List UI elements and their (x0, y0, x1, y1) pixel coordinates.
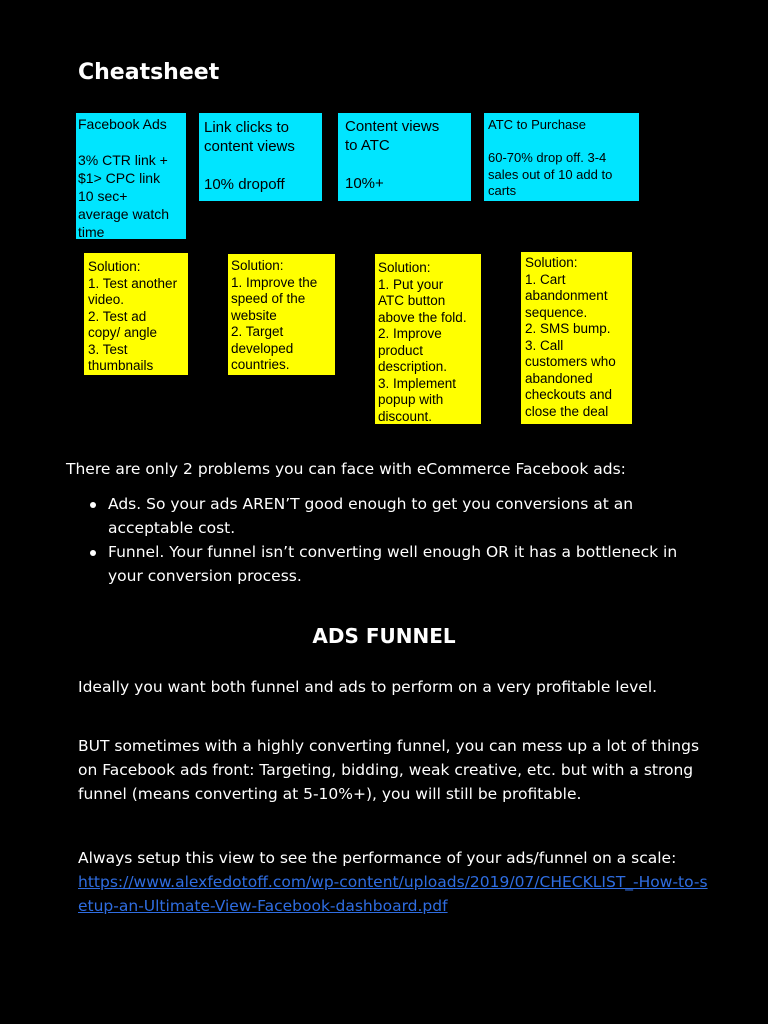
metric-box-link-clicks: Link clicks to content views 10% dropoff (199, 113, 322, 201)
metric-box-atc-purchase: ATC to Purchase 60-70% drop off. 3-4 sales out of 10 add to carts (484, 113, 639, 201)
paragraph-funnel-strength: BUT sometimes with a highly converting funnel, you can mess up a lot of things on Facebook ads front: Targeting, bidding, weak creative, etc. but with a strong funnel (means converting at 5-10%+), you will still be profitable. (78, 737, 700, 803)
list-item: Funnel. Your funnel isn’t converting well enough OR it has a bottleneck in your conversion process. (108, 540, 708, 588)
metric-box-facebook-ads: Facebook Ads 3% CTR link + $1> CPC link 10 sec+ average watch time (76, 113, 186, 239)
intro-text: There are only 2 problems you can face with eCommerce Facebook ads: (66, 460, 626, 478)
solution-box-ads: Solution: 1. Test another video. 2. Test ad copy/ angle 3. Test thumbnails (84, 253, 188, 375)
solution-box-content-views: Solution: 1. Put your ATC button above the fold. 2. Improve product description. 3. Implement popup with discount. (375, 254, 481, 424)
list-item: Ads. So your ads AREN’T good enough to get you conversions at an acceptable cost. (108, 492, 708, 540)
solution-box-link-clicks: Solution: 1. Improve the speed of the website 2. Target developed countries. (228, 254, 335, 375)
solution-box-atc-purchase: Solution: 1. Cart abandonment sequence. 2. SMS bump. 3. Call customers who abandoned checkouts and close the deal (521, 252, 632, 424)
paragraph-setup-view (78, 846, 708, 918)
section-title: ADS FUNNEL (312, 624, 456, 648)
setup-view-text: Always setup this view to see the performance of your ads/funnel on a scale: (78, 849, 677, 867)
dashboard-checklist-link[interactable]: https://www.alexfedotoff.com/wp-content/uploads/2019/07/CHECKLIST_-How-to-setup-an-Ultimate-View-Facebook-dashboard.pdf (78, 873, 708, 915)
metric-box-content-views: Content views to ATC 10%+ (338, 113, 471, 201)
problem-list (108, 492, 708, 588)
page-title: Cheatsheet (78, 60, 220, 85)
paragraph-ideal: Ideally you want both funnel and ads to perform on a very profitable level. (78, 678, 658, 696)
